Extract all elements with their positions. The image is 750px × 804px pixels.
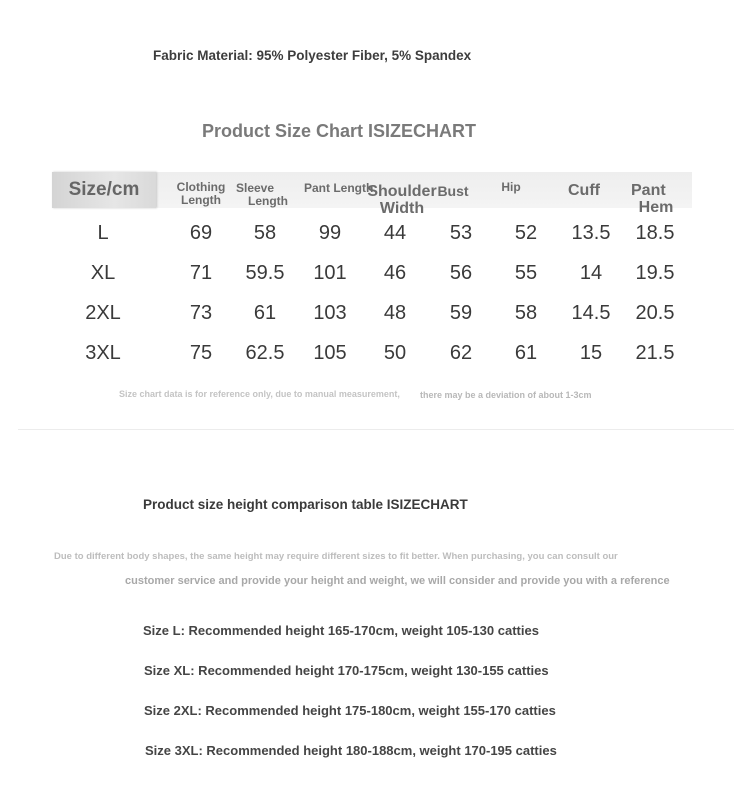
recommendation-size-l: Size L: Recommended height 165-170cm, weight 105-130 catties — [143, 623, 539, 638]
column-header-bust: Bust — [437, 183, 469, 199]
table-cell: 58 — [514, 302, 538, 324]
body-shape-note-line2: customer service and provide your height and weight, we will consider and provide you with a reference — [125, 575, 670, 587]
column-header-cuff: Cuff — [568, 182, 600, 199]
column-header-pant-length: Pant Length — [304, 181, 374, 195]
table-cell: 73 — [189, 302, 213, 324]
table-cell: 20.5 — [635, 302, 675, 324]
table-cell: 44 — [383, 222, 407, 244]
table-cell: 56 — [449, 262, 473, 284]
table-cell: 61 — [514, 342, 538, 364]
table-cell: 48 — [383, 302, 407, 324]
table-cell: 61 — [253, 302, 277, 324]
size-column-header: Size/cm — [52, 172, 156, 208]
table-cell: 19.5 — [635, 262, 675, 284]
table-cell: 13.5 — [571, 222, 611, 244]
table-cell: 62 — [449, 342, 473, 364]
table-cell: 50 — [383, 342, 407, 364]
table-cell: 75 — [189, 342, 213, 364]
table-cell: 59.5 — [245, 262, 285, 284]
table-cell: 99 — [318, 222, 342, 244]
table-cell: 52 — [514, 222, 538, 244]
section-divider — [18, 429, 734, 430]
table-cell: 101 — [313, 262, 347, 284]
table-cell: 105 — [313, 342, 347, 364]
recommendation-size-2xl: Size 2XL: Recommended height 175-180cm, weight 155-170 catties — [144, 703, 556, 718]
column-header-hip: Hip — [501, 180, 521, 194]
table-cell-size: L — [97, 222, 109, 244]
fabric-material-text: Fabric Material: 95% Polyester Fiber, 5% Spandex — [153, 48, 472, 63]
table-cell: 62.5 — [245, 342, 285, 364]
measurement-note: Size chart data is for reference only, due to manual measurement, — [119, 389, 400, 399]
table-cell: 14.5 — [571, 302, 611, 324]
table-cell: 103 — [313, 302, 347, 324]
table-cell: 71 — [189, 262, 213, 284]
height-table-title: Product size height comparison table ISIZECHART — [143, 497, 468, 512]
size-chart-title: Product Size Chart ISIZECHART — [202, 121, 477, 141]
table-cell: 53 — [449, 222, 473, 244]
table-cell: 69 — [189, 222, 213, 244]
column-header-sleeve-length: Sleeve Length — [236, 181, 288, 208]
table-cell: 21.5 — [635, 342, 675, 364]
table-cell: 59 — [449, 302, 473, 324]
table-cell-size: 3XL — [85, 342, 121, 364]
table-cell-size: 2XL — [85, 302, 121, 324]
body-shape-note-line1: Due to different body shapes, the same height may require different sizes to fit better. When purchasing, you can consult our — [54, 551, 618, 562]
column-header-shoulder-width: Shoulder Width — [367, 183, 437, 217]
table-cell: 46 — [383, 262, 407, 284]
deviation-note: there may be a deviation of about 1-3cm — [420, 390, 592, 400]
table-cell: 58 — [253, 222, 277, 244]
recommendation-size-xl: Size XL: Recommended height 170-175cm, weight 130-155 catties — [144, 663, 549, 678]
table-cell: 55 — [514, 262, 538, 284]
table-cell-size: XL — [90, 262, 116, 284]
recommendation-size-3xl: Size 3XL: Recommended height 180-188cm, weight 170-195 catties — [145, 743, 557, 758]
column-header-clothing-length: Clothing Length — [176, 180, 226, 207]
table-cell: 15 — [579, 342, 603, 364]
column-header-pant-hem: Pant Hem — [631, 182, 674, 216]
table-cell: 18.5 — [635, 222, 675, 244]
table-cell: 14 — [579, 262, 603, 284]
